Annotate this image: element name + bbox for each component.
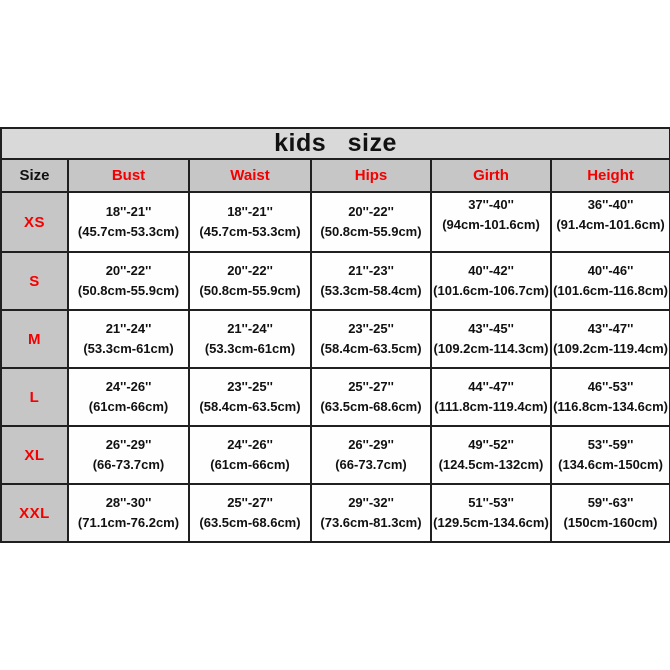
size-table [0, 127, 670, 543]
measurement-cm: (73.6cm-81.3cm) [320, 515, 422, 530]
column-header-girth: Girth [431, 159, 551, 192]
cell-s-girth [431, 252, 551, 310]
measurement-inches: 21''-23'' [348, 263, 394, 278]
measurement-cm: (50.8cm-55.9cm) [77, 283, 180, 298]
table-row-xs [1, 192, 670, 252]
measurement-inches: 20''-22'' [105, 263, 152, 278]
measurement-inches: 24''-26'' [227, 437, 273, 452]
cell-xs-bust [68, 192, 189, 252]
measurement-cm: (50.8cm-55.9cm) [199, 283, 301, 298]
measurement-cm: (61cm-66cm) [88, 399, 169, 414]
measurement-inches: 51''-53'' [468, 495, 514, 510]
measurement-cm: (66-73.7cm) [92, 457, 165, 472]
measurement-inches: 59''-63'' [587, 495, 634, 510]
measurement-inches: 20''-22'' [348, 204, 394, 219]
measurement-inches: 21''-24'' [227, 321, 273, 336]
measurement-inches: 36''-40'' [587, 197, 634, 212]
measurement-cm: (101.6cm-106.7cm) [433, 283, 549, 298]
measurement-cm: (116.8cm-134.6cm) [553, 399, 668, 414]
measurement-cm: (45.7cm-53.3cm) [199, 224, 301, 239]
measurement-cm: (58.4cm-63.5cm) [199, 399, 301, 414]
cell-xs-girth [431, 192, 551, 252]
cell-xl-waist [189, 426, 311, 484]
measurement-cm: (71.1cm-76.2cm) [77, 515, 180, 530]
measurement-cm: (53.3cm-61cm) [83, 341, 174, 356]
size-label-m: M [1, 310, 68, 368]
measurement-cm: (111.8cm-119.4cm) [434, 399, 548, 414]
kids-size-chart [0, 127, 670, 543]
measurement-inches: 18''-21'' [105, 204, 152, 219]
measurement-inches: 28''-30'' [105, 495, 152, 510]
measurement-cm: (109.2cm-119.4cm) [553, 341, 668, 356]
measurement-inches: 23''-25'' [348, 321, 394, 336]
measurement-inches: 18''-21'' [227, 204, 273, 219]
measurement-cm: (124.5cm-132cm) [438, 457, 544, 472]
column-header-height: Height [551, 159, 670, 192]
cell-l-waist [189, 368, 311, 426]
measurement-cm: (63.5cm-68.6cm) [199, 515, 301, 530]
table-title: kids size [1, 128, 670, 159]
measurement-cm: (50.8cm-55.9cm) [320, 224, 422, 239]
table-row-xl [1, 426, 670, 484]
cell-xxl-hips [311, 484, 431, 542]
measurement-inches: 43''-45'' [468, 321, 514, 336]
cell-s-height [551, 252, 670, 310]
cell-xl-hips [311, 426, 431, 484]
measurement-cm: (61cm-66cm) [210, 457, 290, 472]
measurement-inches: 25''-27'' [348, 379, 394, 394]
measurement-inches: 26''-29'' [105, 437, 152, 452]
cell-xs-height [551, 192, 670, 252]
measurement-inches: 53''-59'' [587, 437, 634, 452]
measurement-cm: (45.7cm-53.3cm) [77, 224, 180, 239]
measurement-cm: (129.5cm-134.6cm) [433, 515, 549, 530]
measurement-inches: 40''-42'' [468, 263, 514, 278]
table-title-row [1, 128, 670, 159]
cell-xxl-bust [68, 484, 189, 542]
size-label-l: L [1, 368, 68, 426]
cell-s-bust [68, 252, 189, 310]
measurement-inches: 26''-29'' [348, 437, 394, 452]
measurement-inches: 20''-22'' [227, 263, 273, 278]
column-header-bust: Bust [68, 159, 189, 192]
cell-l-bust [68, 368, 189, 426]
measurement-cm: (66-73.7cm) [335, 457, 407, 472]
measurement-cm: (134.6cm-150cm) [558, 457, 663, 472]
measurement-cm: (94cm-101.6cm) [442, 217, 540, 232]
column-header-waist: Waist [189, 159, 311, 192]
cell-xxl-waist [189, 484, 311, 542]
cell-xs-hips [311, 192, 431, 252]
cell-xl-height [551, 426, 670, 484]
size-label-xl: XL [1, 426, 68, 484]
table-row-m [1, 310, 670, 368]
measurement-inches: 24''-26'' [105, 379, 152, 394]
measurement-cm: (58.4cm-63.5cm) [320, 341, 422, 356]
cell-s-waist [189, 252, 311, 310]
cell-xl-girth [431, 426, 551, 484]
measurement-cm: (63.5cm-68.6cm) [320, 399, 422, 414]
cell-m-girth [431, 310, 551, 368]
measurement-inches: 43''-47'' [587, 321, 634, 336]
cell-xxl-girth [431, 484, 551, 542]
cell-l-height [551, 368, 670, 426]
cell-l-girth [431, 368, 551, 426]
table-row-xxl [1, 484, 670, 542]
measurement-inches: 40''-46'' [587, 263, 634, 278]
size-label-xxl: XXL [1, 484, 68, 542]
measurement-inches: 46''-53'' [587, 379, 634, 394]
measurement-inches: 25''-27'' [227, 495, 273, 510]
measurement-cm: (109.2cm-114.3cm) [433, 341, 549, 356]
cell-m-bust [68, 310, 189, 368]
table-row-s [1, 252, 670, 310]
measurement-cm: (53.3cm-61cm) [204, 341, 296, 356]
measurement-inches: 21''-24'' [105, 321, 152, 336]
table-header-row [1, 159, 670, 192]
cell-m-waist [189, 310, 311, 368]
cell-m-height [551, 310, 670, 368]
cell-xxl-height [551, 484, 670, 542]
cell-s-hips [311, 252, 431, 310]
cell-m-hips [311, 310, 431, 368]
table-row-l [1, 368, 670, 426]
measurement-inches: 37''-40'' [468, 197, 514, 212]
cell-l-hips [311, 368, 431, 426]
measurement-cm: (101.6cm-116.8cm) [553, 283, 668, 298]
cell-xs-waist [189, 192, 311, 252]
column-header-hips: Hips [311, 159, 431, 192]
measurement-inches: 49''-52'' [468, 437, 514, 452]
cell-xl-bust [68, 426, 189, 484]
measurement-inches: 29''-32'' [348, 495, 394, 510]
measurement-cm: (150cm-160cm) [563, 515, 658, 530]
measurement-cm: (91.4cm-101.6cm) [556, 217, 665, 232]
size-label-xs: XS [1, 192, 68, 252]
measurement-cm: (53.3cm-58.4cm) [320, 283, 422, 298]
column-header-size: Size [1, 159, 68, 192]
measurement-inches: 44''-47'' [468, 379, 514, 394]
measurement-inches: 23''-25'' [227, 379, 273, 394]
size-label-s: S [1, 252, 68, 310]
